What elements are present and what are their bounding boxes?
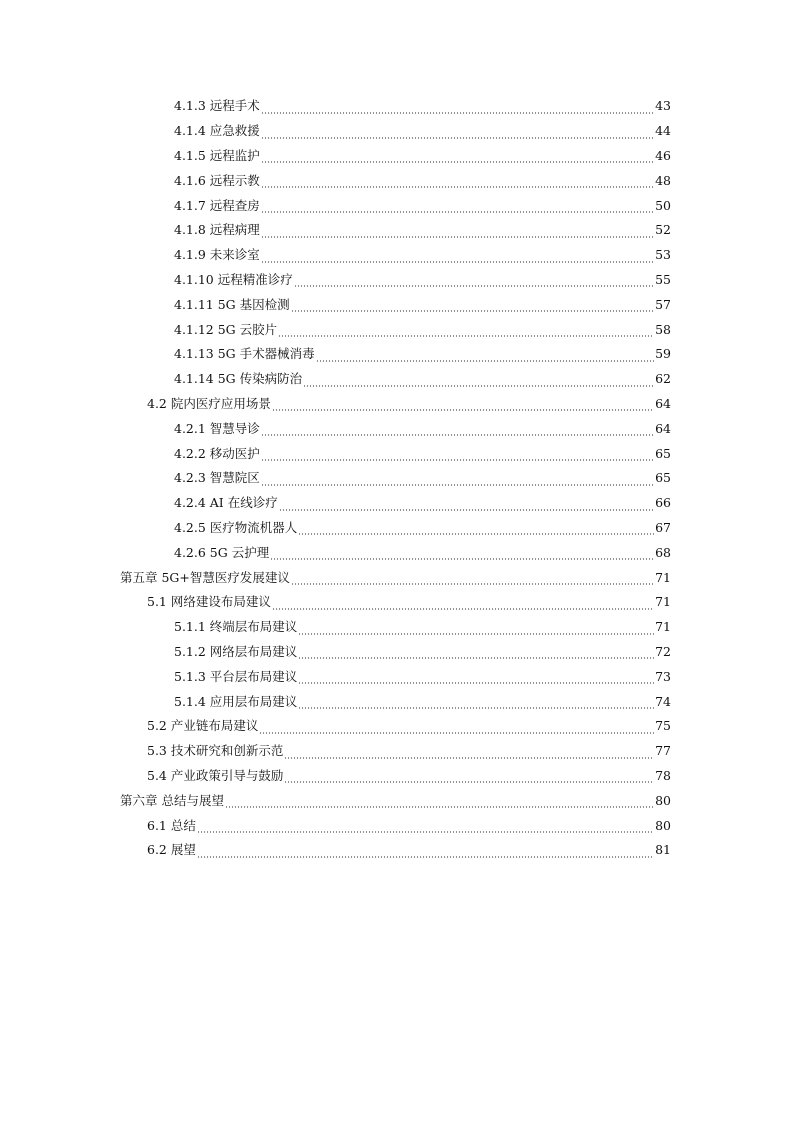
toc-entry-title: 5.1 网络建设布局建议 [147, 594, 271, 610]
toc-entry[interactable] [0, 268, 793, 293]
toc-dot-leader [291, 310, 654, 312]
toc-entry-title: 4.2.5 医疗物流机器人 [174, 519, 298, 535]
toc-entry-page-number: 58 [655, 321, 671, 337]
toc-entry[interactable] [0, 615, 793, 640]
toc-entry-title: 4.1.10 远程精准诊疗 [174, 271, 293, 287]
toc-dot-leader [261, 434, 654, 436]
toc-entry-title: 4.1.8 远程病理 [174, 222, 260, 238]
toc-dot-leader [298, 657, 654, 659]
toc-entry-title: 第六章 总结与展望 [120, 792, 224, 808]
toc-entry-page-number: 67 [655, 519, 671, 535]
toc-entry-page-number: 59 [655, 346, 671, 362]
toc-entry-title: 4.2.4 AI 在线诊疗 [174, 495, 278, 511]
toc-dot-leader [197, 831, 654, 833]
toc-entry[interactable] [0, 664, 793, 689]
toc-entry[interactable] [0, 292, 793, 317]
toc-entry-title: 4.1.7 远程查房 [174, 197, 260, 213]
toc-entry-title: 5.1.3 平台层布局建议 [174, 668, 298, 684]
toc-entry-title: 第五章 5G+智慧医疗发展建议 [120, 569, 290, 585]
toc-entry-page-number: 43 [655, 98, 671, 114]
toc-entry[interactable] [0, 367, 793, 392]
toc-entry-title: 5.4 产业政策引导与鼓励 [147, 767, 284, 783]
toc-entry-page-number: 64 [655, 395, 671, 411]
toc-dot-leader [278, 335, 654, 337]
toc-entry[interactable] [0, 813, 793, 838]
toc-entry-page-number: 74 [655, 693, 671, 709]
toc-entry[interactable] [0, 392, 793, 417]
toc-entry-page-number: 53 [655, 247, 671, 263]
toc-entry-page-number: 48 [655, 172, 671, 188]
toc-entry[interactable] [0, 416, 793, 441]
toc-dot-leader [316, 360, 654, 362]
toc-entry-title: 5.3 技术研究和创新示范 [147, 743, 284, 759]
toc-dot-leader [197, 856, 654, 858]
toc-dot-leader [272, 608, 654, 610]
toc-entry-title: 5.1.1 终端层布局建议 [174, 619, 298, 635]
toc-entry-title: 4.1.5 远程监护 [174, 147, 260, 163]
toc-dot-leader [261, 186, 654, 188]
toc-entry[interactable] [0, 441, 793, 466]
toc-entry-title: 5.1.2 网络层布局建议 [174, 643, 298, 659]
toc-entry[interactable] [0, 540, 793, 565]
toc-entry[interactable] [0, 342, 793, 367]
toc-entry[interactable] [0, 565, 793, 590]
toc-dot-leader [261, 484, 654, 486]
toc-entry-title: 5.1.4 应用层布局建议 [174, 693, 298, 709]
toc-dot-leader [294, 285, 654, 287]
toc-entry[interactable] [0, 516, 793, 541]
toc-dot-leader [298, 682, 654, 684]
toc-entry-page-number: 78 [655, 767, 671, 783]
toc-entry[interactable] [0, 193, 793, 218]
toc-entry-page-number: 72 [655, 643, 671, 659]
toc-entry-page-number: 71 [655, 619, 671, 635]
toc-entry-page-number: 77 [655, 743, 671, 759]
toc-entry-title: 4.2.1 智慧导诊 [174, 420, 260, 436]
toc-entry[interactable] [0, 788, 793, 813]
toc-entry-title: 4.1.4 应急救援 [174, 123, 260, 139]
toc-dot-leader [261, 137, 654, 139]
toc-entry[interactable] [0, 243, 793, 268]
toc-entry-title: 4.1.12 5G 云胶片 [174, 321, 278, 337]
toc-entry-page-number: 65 [655, 470, 671, 486]
toc-entry[interactable] [0, 491, 793, 516]
toc-entry-page-number: 66 [655, 495, 671, 511]
toc-entry-page-number: 44 [655, 123, 671, 139]
toc-entry[interactable] [0, 689, 793, 714]
toc-entry[interactable] [0, 764, 793, 789]
toc-entry-title: 4.2.6 5G 云护理 [174, 544, 270, 560]
toc-entry-page-number: 55 [655, 271, 671, 287]
toc-entry-title: 4.2.2 移动医护 [174, 445, 260, 461]
toc-entry-title: 4.1.14 5G 传染病防治 [174, 371, 303, 387]
toc-entry-title: 5.2 产业链布局建议 [147, 718, 259, 734]
toc-entry[interactable] [0, 466, 793, 491]
toc-dot-leader [284, 757, 654, 759]
toc-entry-title: 6.1 总结 [147, 817, 196, 833]
toc-entry-page-number: 71 [655, 594, 671, 610]
toc-entry-title: 4.1.11 5G 基因检测 [174, 296, 290, 312]
toc-dot-leader [225, 806, 654, 808]
toc-entry-page-number: 80 [655, 817, 671, 833]
toc-entry[interactable] [0, 590, 793, 615]
toc-entry-title: 4.1.6 远程示教 [174, 172, 260, 188]
table-of-contents [0, 94, 793, 863]
toc-entry-title: 4.2.3 智慧院区 [174, 470, 260, 486]
toc-entry-title: 4.2 院内医疗应用场景 [147, 395, 271, 411]
toc-entry-page-number: 64 [655, 420, 671, 436]
toc-entry-page-number: 62 [655, 371, 671, 387]
toc-entry[interactable] [0, 739, 793, 764]
toc-dot-leader [261, 459, 654, 461]
toc-entry[interactable] [0, 714, 793, 739]
toc-dot-leader [261, 261, 654, 263]
toc-dot-leader [298, 533, 654, 535]
toc-entry-page-number: 73 [655, 668, 671, 684]
toc-dot-leader [298, 707, 654, 709]
toc-entry-page-number: 71 [655, 569, 671, 585]
toc-entry[interactable] [0, 640, 793, 665]
toc-entry-title: 4.1.13 5G 手术器械消毒 [174, 346, 315, 362]
toc-dot-leader [270, 558, 654, 560]
toc-entry[interactable] [0, 168, 793, 193]
toc-dot-leader [291, 583, 654, 585]
toc-entry[interactable] [0, 144, 793, 169]
toc-entry-page-number: 50 [655, 197, 671, 213]
toc-entry[interactable] [0, 218, 793, 243]
toc-entry-page-number: 52 [655, 222, 671, 238]
toc-dot-leader [261, 112, 654, 114]
toc-dot-leader [261, 236, 654, 238]
toc-entry-page-number: 80 [655, 792, 671, 808]
toc-dot-leader [259, 732, 654, 734]
toc-entry-title: 4.1.3 远程手术 [174, 98, 260, 114]
toc-entry-page-number: 46 [655, 147, 671, 163]
toc-dot-leader [261, 211, 654, 213]
toc-entry-title: 6.2 展望 [147, 842, 196, 858]
toc-dot-leader [303, 385, 654, 387]
toc-entry[interactable] [0, 317, 793, 342]
toc-entry-page-number: 75 [655, 718, 671, 734]
toc-dot-leader [279, 509, 654, 511]
toc-entry-page-number: 65 [655, 445, 671, 461]
toc-entry[interactable] [0, 94, 793, 119]
toc-dot-leader [284, 781, 654, 783]
toc-entry-page-number: 68 [655, 544, 671, 560]
toc-dot-leader [272, 409, 654, 411]
toc-entry[interactable] [0, 838, 793, 863]
toc-dot-leader [298, 633, 654, 635]
toc-entry-page-number: 57 [655, 296, 671, 312]
toc-entry[interactable] [0, 119, 793, 144]
toc-entry-title: 4.1.9 未来诊室 [174, 247, 260, 263]
toc-entry-page-number: 81 [655, 842, 671, 858]
toc-dot-leader [261, 161, 654, 163]
